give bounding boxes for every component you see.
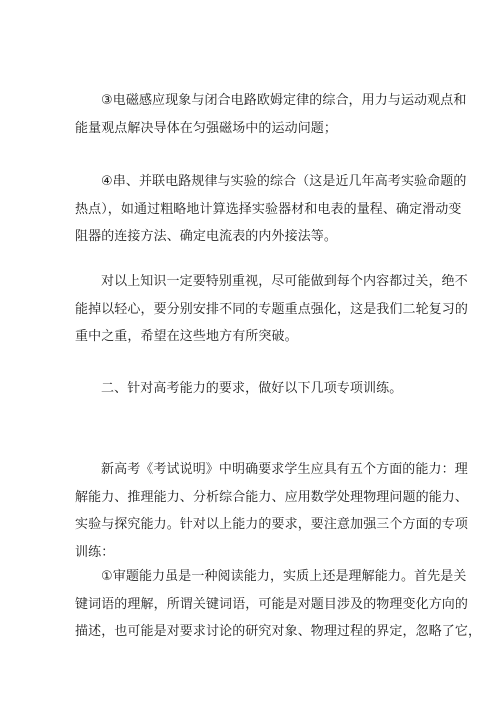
text-line: 描述，也可能是对要求讨论的研究对象、物理过程的界定，忽略了它， [75,624,482,639]
text-line: 热点），如通过粗略地计算选择实验器材和电表的量程、确定滑动变 [75,201,462,217]
text-line: 能掉以轻心，要分别安排不同的专题重点强化，这是我们二轮复习的 [75,301,469,317]
text-line: 实验与探究能力。针对以上能力的要求，要注意加强三个方面的专项 [75,517,469,532]
text-line: 键词语的理解，所谓关键词语，可能是对题目涉及的物理变化方向的 [75,596,469,612]
text-line: 新高考《考试说明》中明确要求学生应具有五个方面的能力：理 [101,462,468,477]
text-line: ①审题能力虽是一种阅读能力，实质上还是理解能力。首先是关 [101,569,467,584]
paragraph-circuit-experiments [75,168,467,251]
text-line: 重中之重，希望在这些地方有所突破。 [75,329,298,344]
paragraph-exam-requirements [75,456,469,566]
paragraph-electromagnetic-induction [75,87,467,142]
paragraph-importance-note [75,268,469,351]
text-line: 能量观点解决导体在匀强磁场中的运动问题； [75,120,338,136]
text-line: 训练： [75,544,115,560]
text-line: 对以上知识一定要特别重视，尽可能做到每个内容都过关，绝不 [101,274,468,289]
text-line: 解能力、推理能力、分析综合能力、应用数学处理物理问题的能力、 [75,489,469,505]
text-line: ③电磁感应现象与闭合电路欧姆定律的综合，用力与运动观点和 [101,93,467,108]
paragraph-reading-comprehension [75,563,482,646]
text-line: 阻器的连接方法、确定电流表的内外接法等。 [75,229,338,244]
section-heading-ability-training [75,375,430,403]
text-line: ④串、并联电路规律与实验的综合（这是近几年高考实验命题的 [101,174,467,189]
text-line: 二、针对高考能力的要求，做好以下几项专项训练。 [101,381,403,396]
